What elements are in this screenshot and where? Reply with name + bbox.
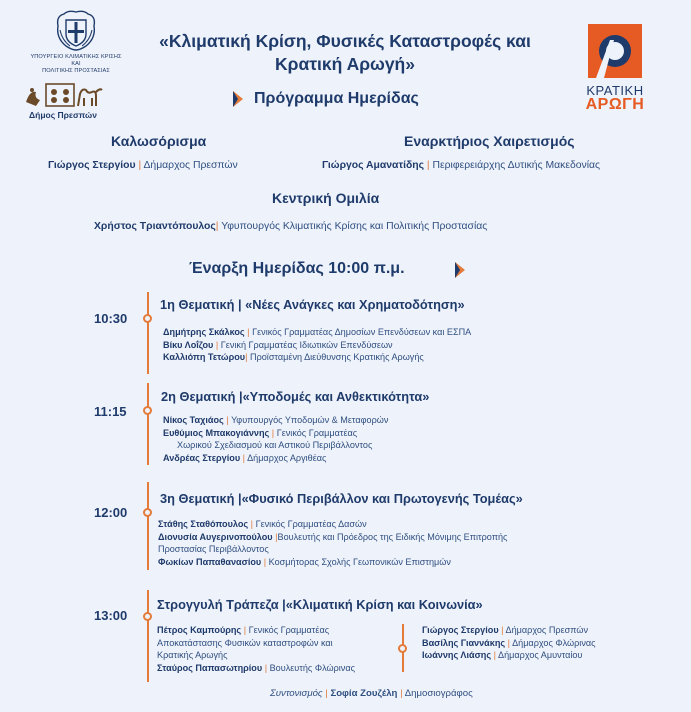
welcome-speaker-name: Γιώργος Στεργίου [48,160,136,171]
timeline-line [147,292,149,374]
timeline-dot [143,406,152,415]
keynote-speaker: Χρήστος Τριαντόπουλος| Υφυπουργός Κλιματικής Κρίσης και Πολιτικής Προστασίας [94,221,488,232]
moderator-label: Συντονισμός [270,688,323,699]
keynote-speaker-name: Χρήστος Τριαντόπουλος [94,221,216,232]
moderator-role: Δημοσιογράφος [404,688,473,699]
ministry-name-line1: ΥΠΟΥΡΓΕΙΟ ΚΛΙΜΑΤΙΚΗΣ ΚΡΙΣΗΣ ΚΑΙ [30,54,122,67]
greek-coat-of-arms-icon [52,6,100,54]
timeline-line [147,482,149,570]
session-time: 12:00 [94,505,128,520]
event-title-line1: «Κλιματική Κρίση, Φυσικές Καταστροφές και [159,31,531,51]
opening-heading: Εναρκτήριος Χαιρετισμός [404,133,575,149]
opening-speaker-name: Γιώργος Αμανατίδης [322,160,425,171]
flag-icon [455,262,465,278]
moderator-name: Σοφία Ζουζέλη [330,688,398,699]
timeline-line [147,383,149,465]
session-speakers [163,326,471,364]
keynote-heading: Κεντρική Ομιλία [272,190,380,206]
speaker-line: Αποκατάστασης Φυσικών καταστροφών και [157,637,333,648]
session-title: Στρογγυλή Τράπεζα |«Κλιματική Κρίση και Κοινωνία» [157,597,483,612]
speaker-line: Ευθύμιος Μπακογιάννης | Γενικός Γραμματέας [163,427,358,438]
speaker-line: Φωκίων Παπαθανασίου | Κοσμήτορας Σχολής Γεωπονικών Επιστημών [158,556,451,567]
kratiki-logo-line1: ΚΡΑΤΙΚΗ [586,83,644,98]
kratiki-logo-line2: ΑΡΩΓΗ [585,96,645,113]
speaker-line: Προστασίας Περιβάλλοντος [158,544,269,555]
speaker-line: Δημήτρης Σκάλκος | Γενικός Γραμματέας Δημοσίων Επενδύσεων και ΕΣΠΑ [163,327,472,337]
session-title: 3η Θεματική |«Φυσικό Περιβάλλον και Πρωτογενής Τομέας» [160,491,523,506]
ministry-name-line2: ΠΟΛΙΤΙΚΗΣ ΠΡΟΣΤΑΣΙΑΣ [42,68,110,74]
speaker-line: Ιωάννης Λιάσης | Δήμαρχος Αμυνταίου [422,650,583,661]
timeline-dot [143,314,152,323]
speaker-line: Ανδρέας Στεργίου | Δήμαρχος Αργιθέας [163,452,327,463]
kratiki-arogi-icon [584,20,646,82]
speaker-line: Σταύρος Παπασωτηρίου | Βουλευτής Φλώρινας [157,662,355,673]
moderator-line: Συντονισμός | Σοφία Ζουζέλη | Δημοσιογράφος [270,688,473,699]
flag-icon [233,91,243,107]
speaker-line: Βασίλης Γιαννάκης | Δήμαρχος Φλώρινας [422,637,596,648]
speaker-line: Πέτρος Καμπούρης | Γενικός Γραμματέας [157,625,330,635]
ministry-logo [28,6,124,75]
timeline-dot [398,644,407,653]
session-title: 2η Θεματική |«Υποδομές και Ανθεκτικότητα» [161,389,430,404]
timeline-line [147,590,149,682]
session-speakers-right [422,624,596,662]
timeline-dot [143,612,152,621]
speaker-line: Βίκυ Λοΐζου | Γενική Γραμματέας Ιδιωτικών Επενδύσεων [163,339,393,350]
kratiki-arogi-logo [578,20,652,114]
opening-speaker: Γιώργος Αμανατίδης | Περιφερειάρχης Δυτικής Μακεδονίας [322,160,601,171]
municipality-name: Δήμος Πρεσπών [29,110,97,120]
start-time-heading: Έναρξη Ημερίδας 10:00 π.μ. [189,260,405,277]
session-time: 13:00 [94,608,128,623]
municipality-emblem-icon [22,80,104,110]
speaker-line: Χωρικού Σχεδιασμού και Αστικού Περιβάλλοντος [177,440,373,451]
speaker-line: Καλλιόπη Τετώρου| Προϊσταμένη Διεύθυνσης Κρατικής Αρωγής [163,352,424,363]
opening-speaker-role: Περιφερειάρχης Δυτικής Μακεδονίας [432,160,601,171]
speaker-line: Γιώργος Στεργίου | Δήμαρχος Πρεσπών [422,625,589,635]
municipality-logo [18,80,108,120]
keynote-speaker-role: Υφυπουργός Κλιματικής Κρίσης και Πολιτικής Προστασίας [221,221,488,232]
speaker-line: Νίκος Ταχιάος | Υφυπουργός Υποδομών & Μεταφορών [163,415,389,425]
program-title: Πρόγραμμα Ημερίδας [254,90,419,107]
session-speakers [163,414,388,464]
session-speakers-left [157,624,355,674]
speaker-line: Διονυσία Αυγερινοπούλου |Βουλευτής και Πρόεδρος της Ειδικής Μόνιμης Επιτροπής [158,531,508,542]
speaker-line: Στάθης Σταθόπουλος | Γενικός Γραμματέας Δασών [158,519,367,529]
session-time: 10:30 [94,311,128,326]
event-title [140,30,550,76]
session-title: 1η Θεματική | «Νέες Ανάγκες και Χρηματοδότηση» [160,297,465,312]
welcome-speaker: Γιώργος Στεργίου | Δήμαρχος Πρεσπών [48,160,238,171]
event-title-line2: Κρατική Αρωγή» [275,54,415,74]
welcome-heading: Καλωσόρισμα [111,133,207,149]
session-time: 11:15 [94,404,127,419]
timeline-dot [143,508,152,517]
speaker-line: Κρατικής Αρωγής [157,650,228,661]
welcome-speaker-role: Δήμαρχος Πρεσπών [143,160,238,171]
session-speakers [158,518,507,568]
